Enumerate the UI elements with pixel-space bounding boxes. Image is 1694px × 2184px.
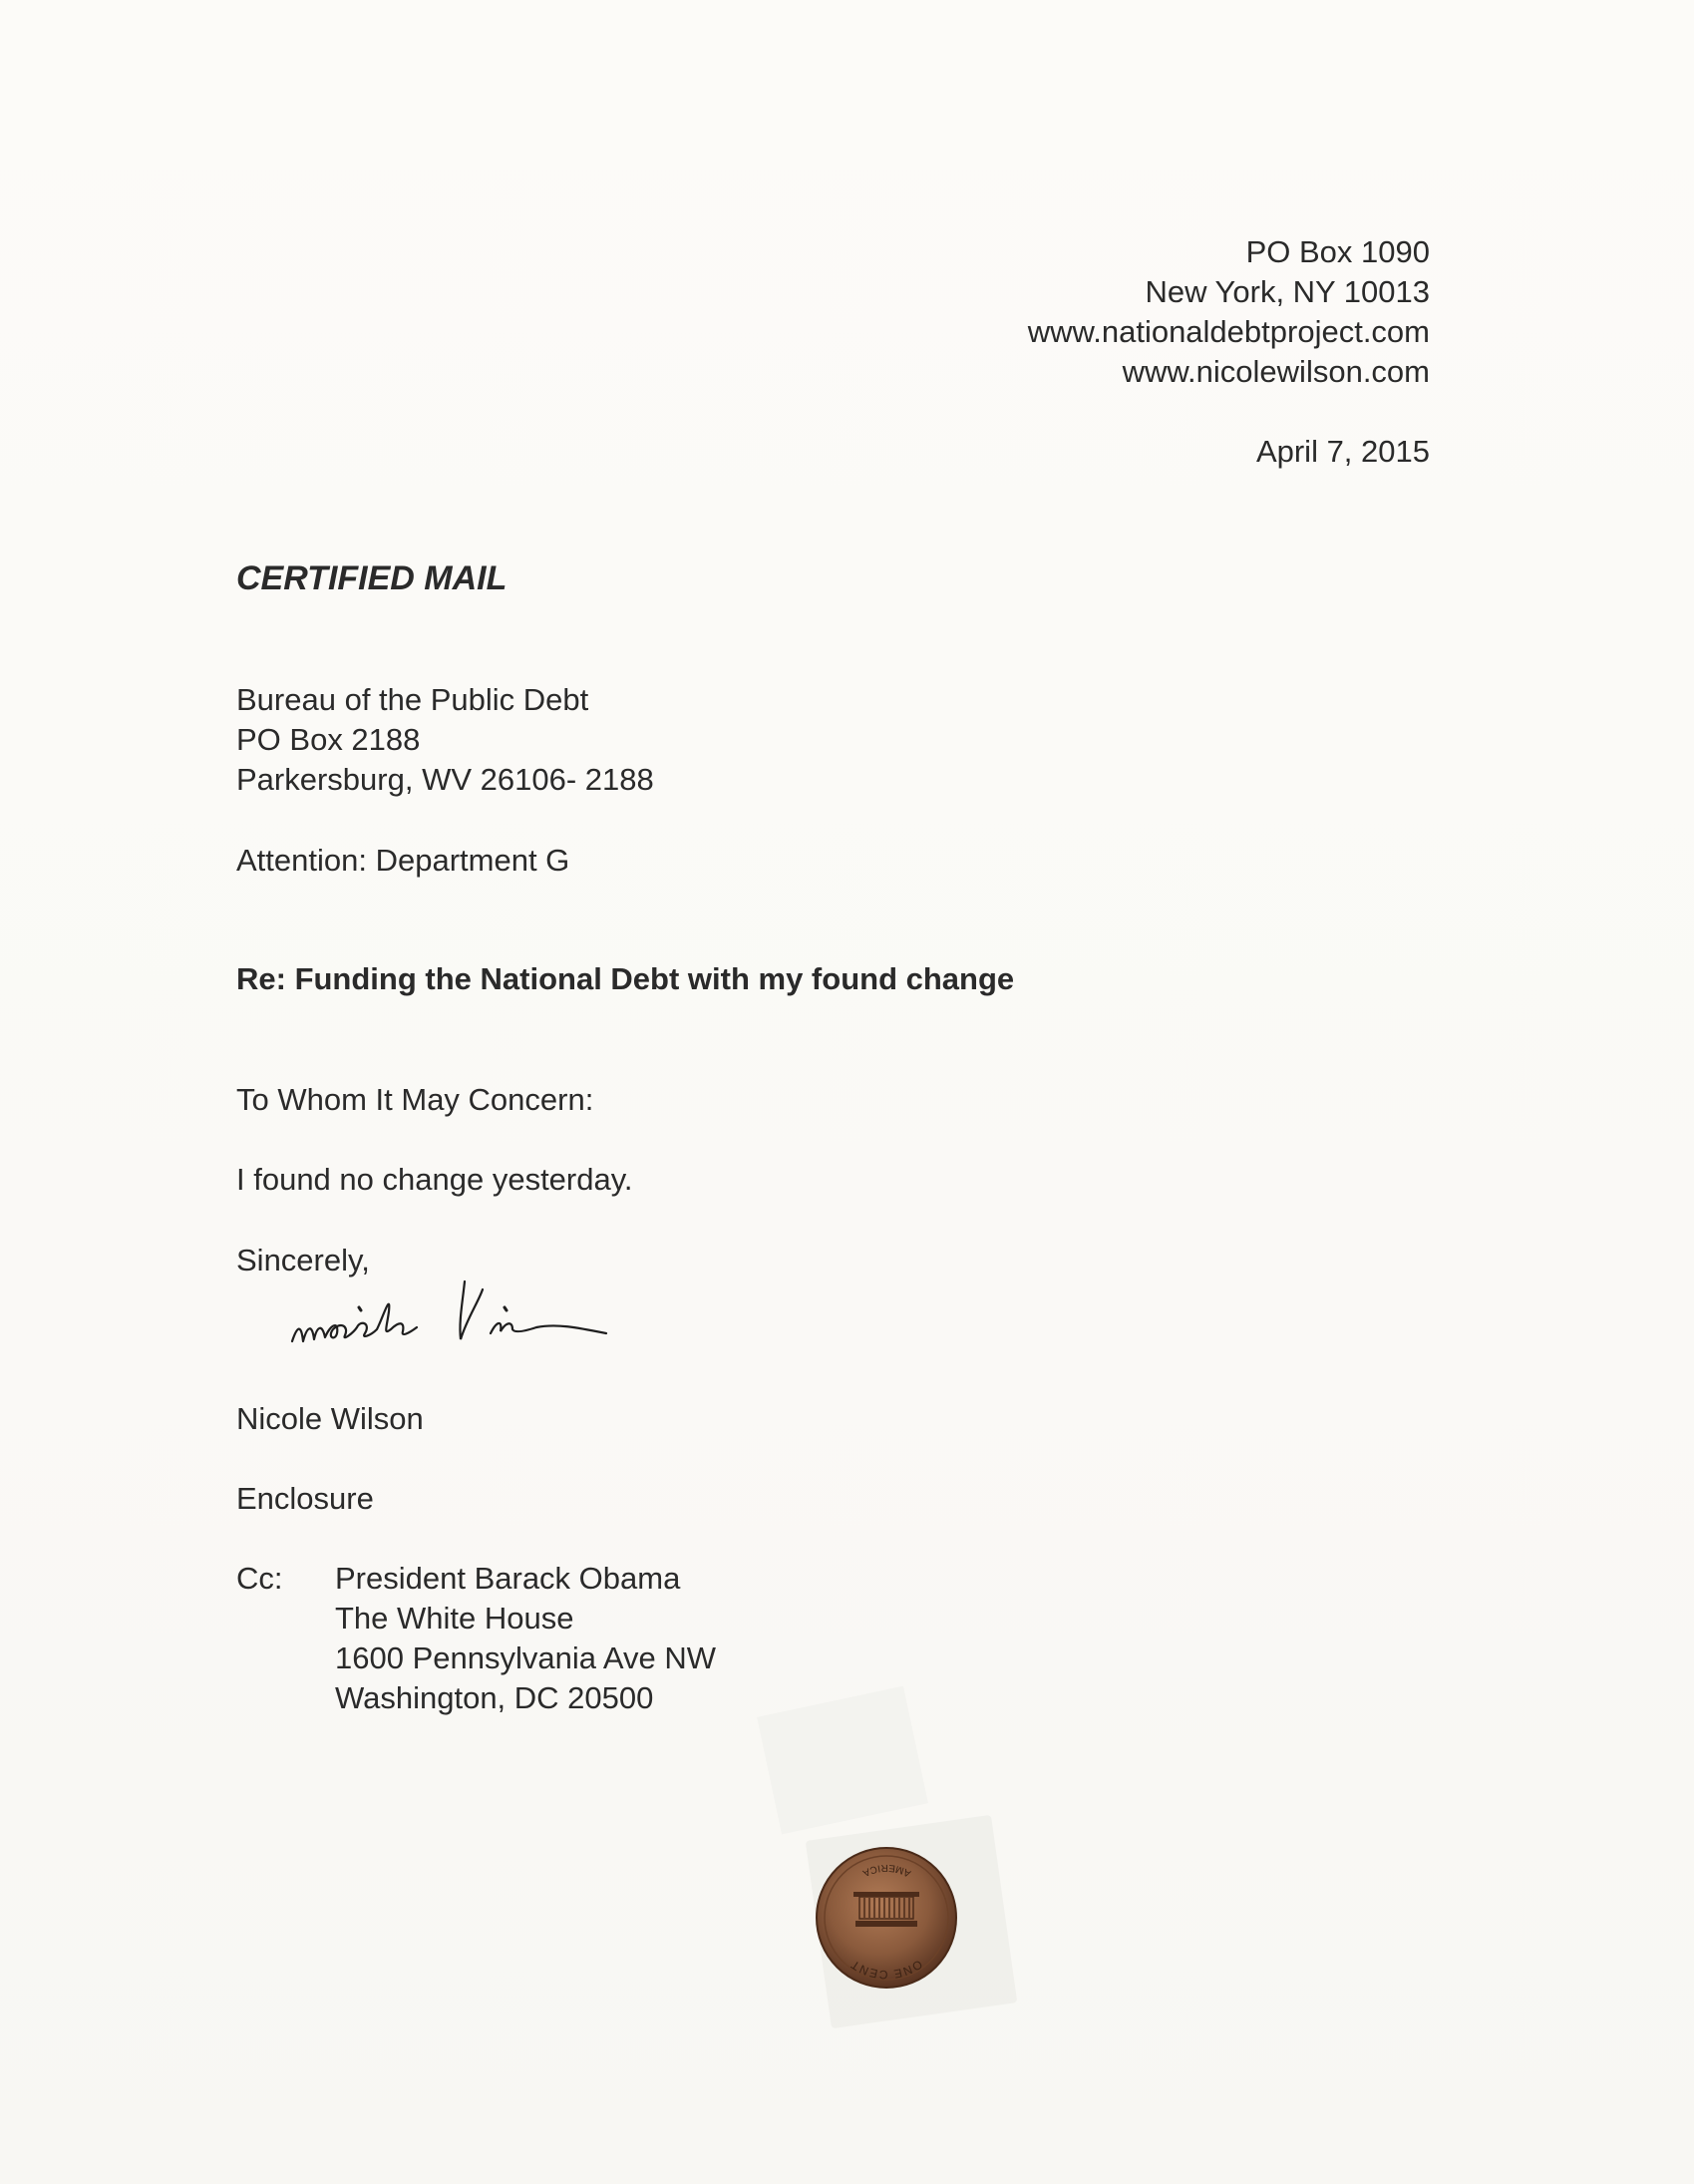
sender-website-2: www.nicolewilson.com bbox=[1122, 354, 1430, 389]
handwritten-signature bbox=[287, 1272, 626, 1361]
cc-address-line2: 1600 Pennsylvania Ave NW bbox=[335, 1640, 716, 1675]
recipient-address-line2: Parkersburg, WV 26106- 2188 bbox=[236, 762, 654, 797]
sender-address-block bbox=[1028, 232, 1430, 472]
enclosure-notation: Enclosure bbox=[236, 1481, 374, 1516]
sender-website-1: www.nationaldebtproject.com bbox=[1027, 314, 1430, 349]
certified-mail-label: CERTIFIED MAIL bbox=[236, 559, 508, 597]
attention-line: Attention: Department G bbox=[236, 843, 570, 878]
recipient-name: Bureau of the Public Debt bbox=[236, 682, 589, 717]
letter-body: I found no change yesterday. bbox=[236, 1162, 633, 1197]
signer-name: Nicole Wilson bbox=[236, 1401, 424, 1436]
closing: Sincerely, bbox=[236, 1243, 370, 1277]
coin-inscription-bottom: AMERICA bbox=[859, 1861, 913, 1879]
letter-date: April 7, 2015 bbox=[1255, 434, 1430, 469]
cc-address-block bbox=[335, 1559, 716, 1718]
recipient-address-block bbox=[236, 680, 654, 800]
coin-inscription-top: ONE CENT bbox=[847, 1957, 925, 1983]
penny-icon bbox=[812, 1843, 961, 1993]
subject-line: Re: Funding the National Debt with my found change bbox=[236, 961, 1015, 996]
salutation: To Whom It May Concern: bbox=[236, 1082, 594, 1117]
tape-strip bbox=[757, 1686, 928, 1835]
recipient-address-line1: PO Box 2188 bbox=[236, 722, 421, 757]
cc-name: President Barack Obama bbox=[335, 1561, 681, 1596]
cc-label: Cc: bbox=[236, 1561, 283, 1596]
sender-address-line2: New York, NY 10013 bbox=[1145, 274, 1430, 309]
cc-address-line3: Washington, DC 20500 bbox=[335, 1680, 654, 1715]
sender-address-line1: PO Box 1090 bbox=[1245, 234, 1430, 269]
cc-address-line1: The White House bbox=[335, 1601, 574, 1636]
